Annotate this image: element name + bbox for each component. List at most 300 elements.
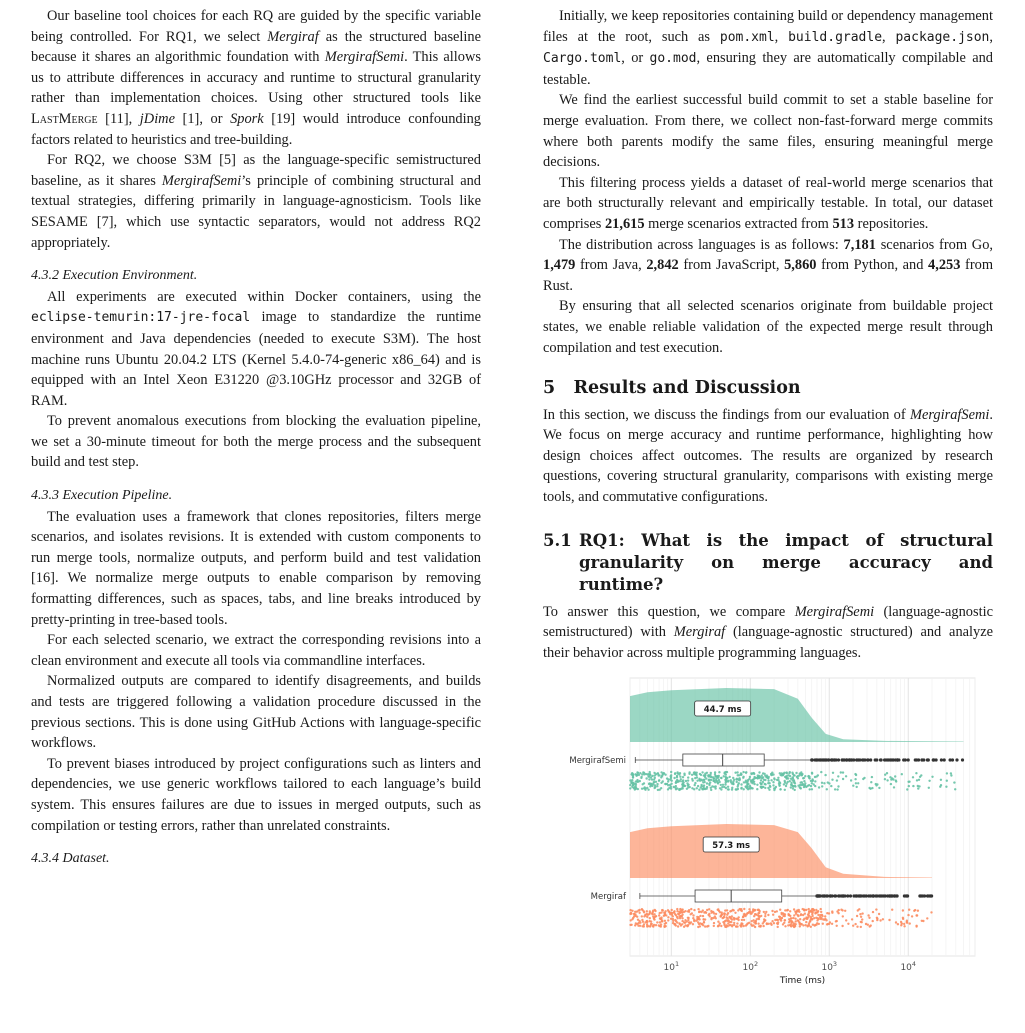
data-point	[757, 923, 759, 925]
data-point	[690, 908, 692, 910]
data-point	[865, 923, 867, 925]
outlier-point	[893, 894, 896, 897]
data-point	[735, 788, 737, 790]
data-point	[637, 788, 639, 790]
data-point	[641, 909, 643, 911]
data-point	[902, 917, 904, 919]
data-point	[878, 787, 880, 789]
data-point	[702, 909, 704, 911]
paragraph: For each selected scenario, we extract the corresponding revisions into a clean environment and execute all tools via commandline interfaces.	[31, 632, 481, 669]
data-point	[652, 925, 654, 927]
data-point	[659, 789, 661, 791]
data-point	[801, 774, 803, 776]
data-point	[673, 923, 675, 925]
data-point	[675, 782, 677, 784]
data-point	[836, 788, 838, 790]
data-point	[789, 910, 791, 912]
outlier-point	[907, 758, 910, 761]
data-point	[809, 920, 811, 922]
data-point	[643, 925, 645, 927]
data-point	[790, 778, 792, 780]
runtime-chart	[560, 676, 980, 986]
data-point	[732, 777, 734, 779]
paragraph: We find the earliest successful build commit to set a stable baseline for merge evaluation. From there, we collect non-fast-forward merge commits where both parents modify the same files, ensuring meaningful merge decisions.	[543, 92, 993, 171]
data-point	[762, 781, 764, 783]
data-point	[767, 914, 769, 916]
data-point	[791, 772, 793, 774]
data-point	[701, 779, 703, 781]
data-point	[633, 915, 635, 917]
data-point	[639, 772, 641, 774]
data-point	[681, 783, 683, 785]
data-point	[954, 788, 956, 790]
data-point	[803, 909, 805, 911]
data-point	[740, 909, 742, 911]
data-point	[686, 920, 688, 922]
data-point	[737, 785, 739, 787]
data-point	[636, 779, 638, 781]
data-point	[681, 786, 683, 788]
data-point	[767, 782, 769, 784]
data-point	[658, 780, 660, 782]
data-point	[809, 788, 811, 790]
data-point	[826, 788, 828, 790]
data-point	[840, 771, 842, 773]
data-point	[854, 923, 856, 925]
data-point	[916, 914, 918, 916]
data-point	[786, 909, 788, 911]
data-point	[884, 778, 886, 780]
data-point	[774, 787, 776, 789]
data-point	[694, 784, 696, 786]
data-point	[834, 788, 836, 790]
outlier-point	[822, 758, 825, 761]
data-point	[725, 781, 727, 783]
data-point	[716, 777, 718, 779]
data-point	[733, 922, 735, 924]
data-point	[926, 917, 928, 919]
data-point	[743, 919, 745, 921]
data-point	[764, 775, 766, 777]
data-point	[779, 909, 781, 911]
data-point	[641, 788, 643, 790]
data-point	[894, 775, 896, 777]
data-point	[808, 922, 810, 924]
chart-svg	[560, 676, 980, 986]
data-point	[743, 908, 745, 910]
outlier-point	[858, 894, 861, 897]
data-point	[731, 918, 733, 920]
outlier-point	[852, 758, 855, 761]
data-point	[915, 772, 917, 774]
data-point	[720, 925, 722, 927]
data-point	[876, 919, 878, 921]
data-point	[705, 777, 707, 779]
data-point	[745, 924, 747, 926]
data-point	[799, 918, 801, 920]
data-point	[661, 775, 663, 777]
outlier-point	[879, 758, 882, 761]
outlier-point	[921, 894, 924, 897]
data-point	[736, 918, 738, 920]
outlier-point	[849, 894, 852, 897]
data-point	[670, 771, 672, 773]
data-point	[702, 918, 704, 920]
data-point	[681, 911, 683, 913]
data-point	[856, 926, 858, 928]
data-point	[737, 909, 739, 911]
data-point	[709, 781, 711, 783]
data-point	[713, 925, 715, 927]
data-point	[860, 916, 862, 918]
data-point	[696, 780, 698, 782]
outlier-point	[816, 758, 819, 761]
data-point	[654, 909, 656, 911]
data-point	[634, 924, 636, 926]
data-point	[760, 779, 762, 781]
data-point	[753, 783, 755, 785]
outlier-point	[927, 758, 930, 761]
data-point	[931, 776, 933, 778]
data-point	[950, 774, 952, 776]
data-point	[891, 909, 893, 911]
data-point	[855, 774, 857, 776]
paragraph: For RQ2, we choose S3M [5] as the language-specific semistructured baseline, as it shares MergirafSemi’s principle of combining structural and textual strategies, differing primarily in language-agnosticism. Tools like SESAME [7], which use syntactic separators, would not address RQ2 appropriately.	[31, 152, 481, 251]
outlier-point	[889, 758, 892, 761]
data-point	[677, 772, 679, 774]
data-point	[773, 922, 775, 924]
data-point	[816, 911, 818, 913]
data-point	[745, 785, 747, 787]
data-point	[755, 914, 757, 916]
data-point	[901, 773, 903, 775]
outlier-point	[920, 758, 923, 761]
data-point	[643, 923, 645, 925]
data-point	[689, 786, 691, 788]
data-point	[720, 784, 722, 786]
data-point	[792, 785, 794, 787]
paragraph: To prevent biases introduced by project configurations such as linters and dependencies, we use generic workflows tailored to each language’s build system. This ensures failures are due to issues in merged outputs, such as compilation or testing errors, rather than unrelated constraints.	[31, 755, 481, 834]
x-tick-label: $10^4$	[900, 960, 917, 973]
data-point	[758, 918, 760, 920]
data-point	[783, 772, 785, 774]
data-point	[650, 923, 652, 925]
data-point	[710, 787, 712, 789]
data-point	[731, 788, 733, 790]
data-point	[674, 913, 676, 915]
data-point	[940, 779, 942, 781]
data-point	[736, 771, 738, 773]
data-point	[800, 913, 802, 915]
data-point	[758, 915, 760, 917]
data-point	[652, 911, 654, 913]
data-point	[642, 921, 644, 923]
data-point	[631, 910, 633, 912]
data-point	[691, 787, 693, 789]
section-heading: 5 Results and Discussion	[543, 378, 801, 399]
data-point	[646, 910, 648, 912]
data-point	[842, 771, 844, 773]
data-point	[908, 785, 910, 787]
data-point	[692, 923, 694, 925]
data-point	[767, 777, 769, 779]
data-point	[710, 789, 712, 791]
data-point	[784, 776, 786, 778]
data-point	[630, 913, 632, 915]
data-point	[742, 771, 744, 773]
data-point	[832, 772, 834, 774]
data-point	[666, 783, 668, 785]
data-point	[782, 923, 784, 925]
data-point	[644, 789, 646, 791]
data-point	[685, 780, 687, 782]
data-point	[824, 774, 826, 776]
data-point	[761, 775, 763, 777]
data-point	[677, 925, 679, 927]
data-point	[821, 782, 823, 784]
data-point	[752, 924, 754, 926]
data-point	[868, 917, 870, 919]
data-point	[674, 773, 676, 775]
data-point	[711, 912, 713, 914]
outlier-point	[886, 758, 889, 761]
data-point	[668, 787, 670, 789]
data-point	[679, 772, 681, 774]
data-point	[804, 913, 806, 915]
data-point	[893, 786, 895, 788]
data-point	[787, 913, 789, 915]
data-point	[842, 915, 844, 917]
data-point	[784, 789, 786, 791]
data-point	[735, 925, 737, 927]
data-point	[792, 917, 794, 919]
data-point	[704, 788, 706, 790]
data-point	[811, 788, 813, 790]
data-point	[671, 912, 673, 914]
data-point	[940, 784, 942, 786]
data-point	[743, 914, 745, 916]
data-point	[665, 914, 667, 916]
data-point	[662, 780, 664, 782]
data-point	[734, 912, 736, 914]
left-column	[31, 6, 481, 870]
data-point	[946, 772, 948, 774]
data-point	[729, 776, 731, 778]
data-point	[862, 778, 864, 780]
data-point	[684, 910, 686, 912]
data-point	[928, 787, 930, 789]
data-point	[718, 771, 720, 773]
data-point	[693, 920, 695, 922]
data-point	[800, 771, 802, 773]
data-point	[861, 918, 863, 920]
data-point	[836, 920, 838, 922]
data-point	[836, 779, 838, 781]
data-point	[710, 917, 712, 919]
data-point	[683, 773, 685, 775]
data-point	[823, 919, 825, 921]
outlier-point	[846, 894, 849, 897]
median-label: 57.3 ms	[712, 841, 751, 851]
data-point	[811, 772, 813, 774]
data-point	[718, 775, 720, 777]
data-point	[641, 915, 643, 917]
data-point	[692, 917, 694, 919]
data-point	[725, 916, 727, 918]
data-point	[779, 916, 781, 918]
paragraph: Initially, we keep repositories containing build or dependency management files at the root, such as pom.xml, build.gradle, package.json, Cargo.toml, or go.mod, ensuring they are automatically compilable and testable.	[543, 8, 994, 88]
data-point	[814, 924, 816, 926]
data-point	[737, 774, 739, 776]
data-point	[858, 908, 860, 910]
data-point	[649, 925, 651, 927]
data-point	[777, 926, 779, 928]
data-point	[700, 786, 702, 788]
data-point	[682, 779, 684, 781]
data-point	[646, 925, 648, 927]
data-point	[679, 908, 681, 910]
data-point	[662, 772, 664, 774]
data-point	[763, 779, 765, 781]
data-point	[672, 918, 674, 920]
data-point	[820, 908, 822, 910]
data-point	[649, 912, 651, 914]
paragraph: The distribution across languages is as follows: 7,181 scenarios from Go, 1,479 from Java, 2,842 from JavaScript, 5,860 from Python, and 4,253 from Rust.	[543, 236, 994, 294]
data-point	[749, 776, 751, 778]
outlier-point	[961, 758, 964, 761]
data-point	[724, 920, 726, 922]
data-point	[696, 787, 698, 789]
data-point	[790, 784, 792, 786]
data-point	[762, 786, 764, 788]
data-point	[855, 782, 857, 784]
data-point	[747, 783, 749, 785]
data-point	[687, 779, 689, 781]
data-point	[764, 913, 766, 915]
outlier-point	[855, 894, 858, 897]
data-point	[668, 910, 670, 912]
outlier-point	[815, 894, 818, 897]
data-point	[656, 921, 658, 923]
data-point	[653, 918, 655, 920]
data-point	[793, 774, 795, 776]
data-point	[730, 910, 732, 912]
data-point	[911, 915, 913, 917]
data-point	[793, 914, 795, 916]
data-point	[814, 785, 816, 787]
data-point	[720, 788, 722, 790]
data-point	[688, 911, 690, 913]
data-point	[703, 784, 705, 786]
data-point	[727, 788, 729, 790]
data-point	[817, 914, 819, 916]
data-point	[777, 919, 779, 921]
data-point	[681, 908, 683, 910]
data-point	[897, 923, 899, 925]
iqr-box	[683, 754, 764, 766]
data-point	[740, 773, 742, 775]
data-point	[679, 776, 681, 778]
data-point	[720, 777, 722, 779]
data-point	[691, 778, 693, 780]
data-point	[791, 921, 793, 923]
data-point	[645, 773, 647, 775]
data-point	[741, 919, 743, 921]
data-point	[678, 788, 680, 790]
outlier-point	[917, 758, 920, 761]
data-point	[701, 788, 703, 790]
data-point	[826, 912, 828, 914]
data-point	[914, 909, 916, 911]
data-point	[664, 920, 666, 922]
data-point	[696, 772, 698, 774]
data-point	[879, 919, 881, 921]
outlier-point	[810, 758, 813, 761]
data-point	[799, 925, 801, 927]
data-point	[756, 788, 758, 790]
data-point	[827, 781, 829, 783]
data-point	[751, 773, 753, 775]
data-point	[688, 771, 690, 773]
data-point	[772, 781, 774, 783]
data-point	[670, 777, 672, 779]
data-point	[644, 786, 646, 788]
data-point	[789, 780, 791, 782]
data-point	[699, 911, 701, 913]
data-point	[875, 908, 877, 910]
data-point	[818, 786, 820, 788]
data-point	[850, 779, 852, 781]
data-point	[822, 923, 824, 925]
data-point	[706, 782, 708, 784]
data-point	[691, 774, 693, 776]
data-point	[662, 909, 664, 911]
subsection-heading: 5.1 RQ1: What is the impact of structural granularity on merge accuracy and runtime?	[543, 530, 993, 594]
data-point	[818, 923, 820, 925]
data-point	[651, 913, 653, 915]
data-point	[703, 774, 705, 776]
data-point	[752, 781, 754, 783]
data-point	[837, 775, 839, 777]
data-point	[728, 924, 730, 926]
data-point	[696, 776, 698, 778]
data-point	[912, 776, 914, 778]
data-point	[845, 775, 847, 777]
data-point	[750, 913, 752, 915]
outlier-point	[863, 758, 866, 761]
data-point	[725, 771, 727, 773]
data-point	[770, 924, 772, 926]
data-point	[808, 915, 810, 917]
data-point	[749, 786, 751, 788]
outlier-point	[822, 894, 825, 897]
data-point	[811, 780, 813, 782]
data-point	[747, 912, 749, 914]
data-point	[776, 910, 778, 912]
data-point	[811, 782, 813, 784]
data-point	[900, 921, 902, 923]
data-point	[802, 783, 804, 785]
data-point	[649, 773, 651, 775]
data-point	[700, 774, 702, 776]
data-point	[789, 771, 791, 773]
data-point	[872, 920, 874, 922]
data-point	[687, 917, 689, 919]
data-point	[695, 920, 697, 922]
data-point	[907, 914, 909, 916]
paragraph: To answer this question, we compare MergirafSemi (language-agnostic semistructured) with Mergiraf (language-agnostic structured) and analyze their behavior across multiple programming languages.	[543, 603, 993, 661]
median-label: 44.7 ms	[703, 705, 742, 715]
